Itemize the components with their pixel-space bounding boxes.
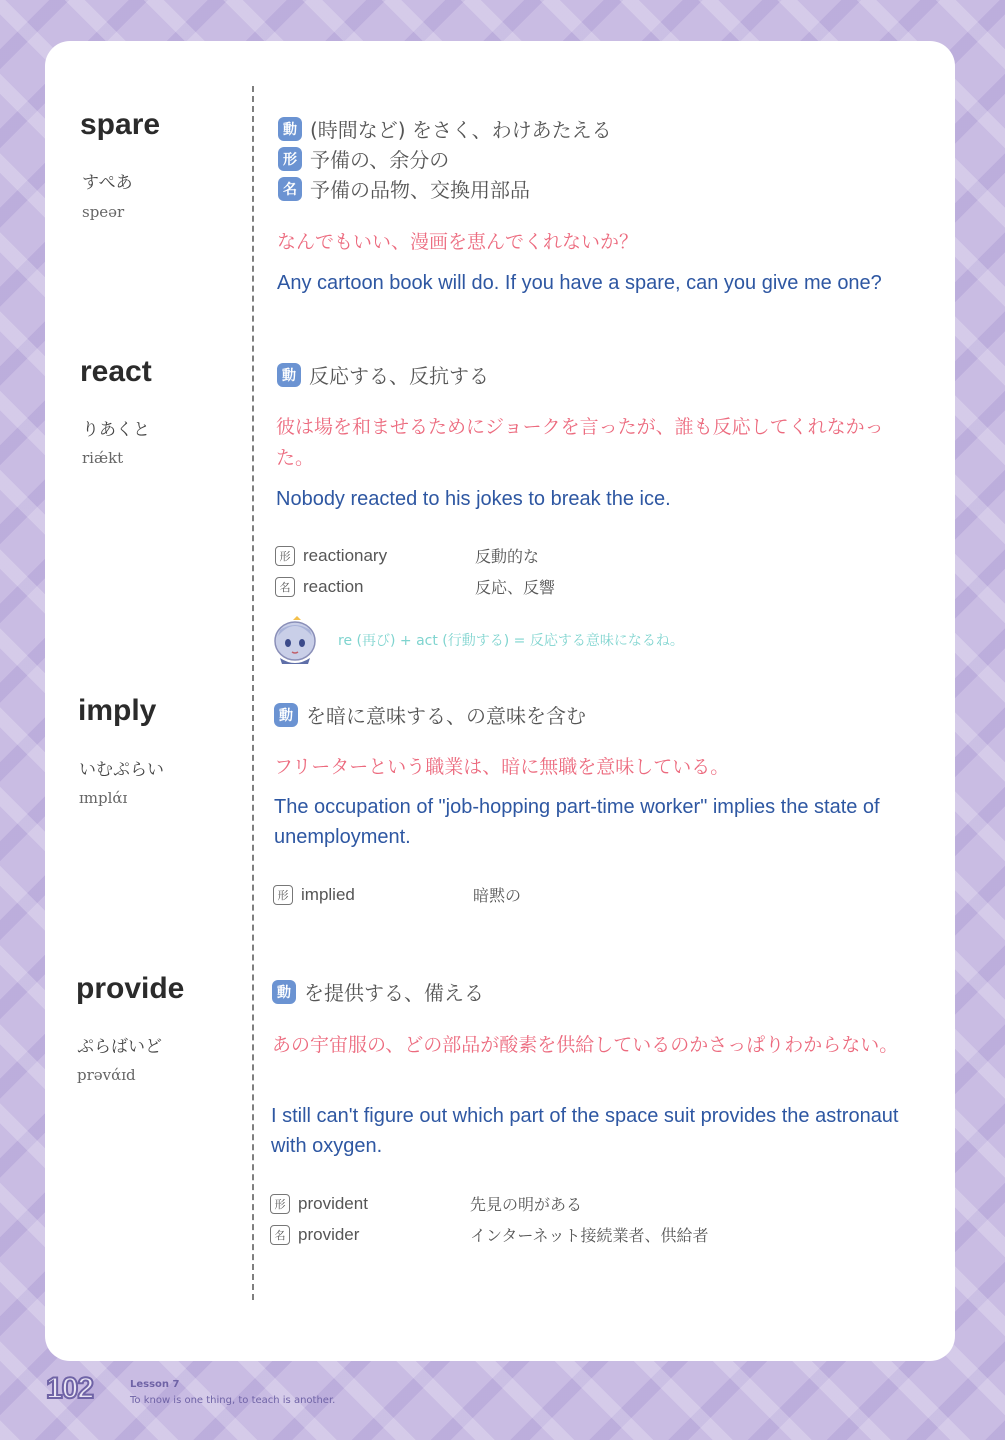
derivative xyxy=(273,883,521,906)
definition xyxy=(278,144,449,173)
example-english: Nobody reacted to his jokes to break the ice. xyxy=(276,488,671,510)
derivative-word: reactionary xyxy=(303,545,388,565)
pos-badge: 動 xyxy=(277,363,301,387)
derivative-word: provident xyxy=(298,1193,368,1213)
definition-text: を暗に意味する、の意味を含む xyxy=(306,704,586,728)
pos-badge: 動 xyxy=(274,703,298,727)
pos-badge: 形 xyxy=(273,885,293,905)
definition xyxy=(272,977,484,1006)
definition-text: を提供する、備える xyxy=(304,981,484,1005)
lesson-subtitle: To know is one thing, to teach is another. xyxy=(130,1395,336,1406)
derivative xyxy=(270,1192,582,1215)
pronunciation: speər xyxy=(82,203,125,221)
derivative-meaning: 先見の明がある xyxy=(470,1195,583,1214)
pronunciation: ɪmplάɪ xyxy=(79,789,128,807)
example-japanese: 彼は場を和ませるためにジョークを言ったが、誰も反応してくれなかった。 xyxy=(276,416,884,469)
example-japanese: なんでもいい、漫画を恵んでくれないか？ xyxy=(277,231,639,253)
definition xyxy=(277,360,489,389)
pos-badge: 形 xyxy=(278,147,302,171)
pos-badge: 動 xyxy=(272,980,296,1004)
kana-reading: すぺあ xyxy=(82,173,133,193)
headword: react xyxy=(80,355,152,388)
pronunciation: prəvάɪd xyxy=(77,1066,136,1084)
definition xyxy=(278,174,530,203)
lesson-label: Lesson 7 xyxy=(130,1379,180,1390)
derivative xyxy=(270,1223,709,1246)
definition-text: 予備の、余分の xyxy=(310,148,450,172)
pronunciation: riǽkt xyxy=(82,449,124,467)
example-japanese: フリーターという職業は、暗に無職を意味している。 xyxy=(274,756,730,778)
derivative-meaning: 暗黙の xyxy=(473,886,522,905)
headword: provide xyxy=(76,972,185,1005)
definition-text: 予備の品物、交換用部品 xyxy=(310,178,530,202)
derivative-meaning: 反応、反響 xyxy=(475,578,556,597)
derivative xyxy=(275,575,555,598)
derivative-meaning: 反動的な xyxy=(475,547,540,566)
etymology-note xyxy=(266,614,684,666)
pos-badge: 形 xyxy=(270,1194,290,1214)
example-english: Any cartoon book will do. If you have a spare, can you give me one? xyxy=(277,272,882,294)
pos-badge: 動 xyxy=(278,117,302,141)
definition xyxy=(274,700,586,729)
page-number: 102 xyxy=(46,1372,94,1405)
pos-badge: 名 xyxy=(270,1225,290,1245)
kana-reading: いむぷらい xyxy=(79,760,164,780)
definition-text: 反応する、反抗する xyxy=(309,364,489,388)
derivative-word: implied xyxy=(301,884,355,904)
chibi-character-icon xyxy=(266,614,324,666)
derivative xyxy=(275,544,539,567)
kana-reading: りあくと xyxy=(82,420,150,440)
headword: imply xyxy=(78,694,157,727)
pos-badge: 名 xyxy=(278,177,302,201)
derivative-word: reaction xyxy=(303,576,364,596)
column-divider xyxy=(252,86,254,1300)
kana-reading: ぷらばいど xyxy=(77,1037,162,1057)
note-text: re (再び) + act (行動する) = 反応する意味になるね。 xyxy=(338,633,684,649)
definition xyxy=(278,114,612,143)
pos-badge: 形 xyxy=(275,546,295,566)
example-japanese: あの宇宙服の、どの部品が酸素を供給しているのかさっぱりわからない。 xyxy=(272,1034,899,1056)
definition-text: (時間など) をさく、わけあたえる xyxy=(310,118,612,142)
derivative-word: provider xyxy=(298,1224,360,1244)
example-english: I still can't figure out which part of the space suit provides the astronaut with oxygen. xyxy=(271,1105,899,1157)
pos-badge: 名 xyxy=(275,577,295,597)
example-english: The occupation of "job-hopping part-time worker" implies the state of unemployment. xyxy=(274,796,880,848)
headword: spare xyxy=(80,108,161,141)
derivative-meaning: インターネット接続業者、供給者 xyxy=(470,1226,709,1245)
